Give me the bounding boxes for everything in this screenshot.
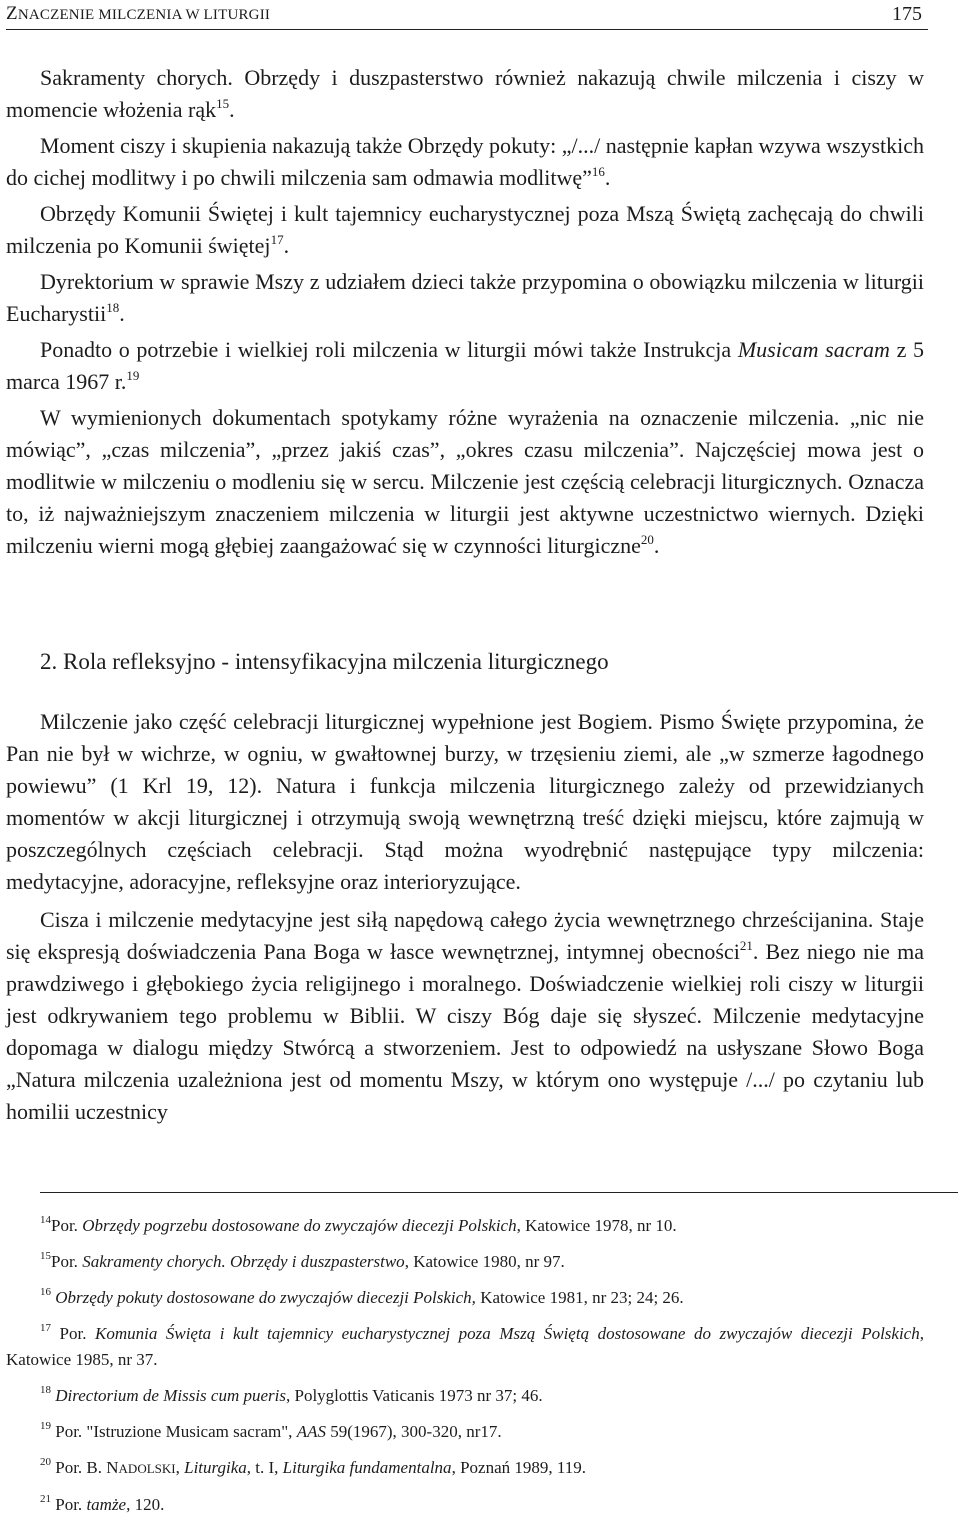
running-title-initial: Z [6, 3, 18, 24]
footnote-number: 14 [40, 1214, 51, 1226]
footnote-18 [6, 1383, 924, 1409]
paragraph-text: Ponadto o potrzebie i wielkiej roli milczenia w liturgii mówi także Instrukcja [40, 337, 738, 362]
running-title-smallcaps: NACZENIE MILCZENIA W LITURGII [17, 7, 271, 23]
paragraph-text: . Bez niego nie ma prawdziwego i głębokiego życia religijnego i moralnego. Doświadczenie wielkiej roli ciszy w liturgii jest odkrywaniem tego problemu w Biblii. W ciszy Bóg daje się słyszeć. Milczenie medytacyjne dopomaga w dialogu między Stwórcą a stworzeniem. Jest to odpowiedź na usłyszane Słowo Boga „Natura milczenia uzależniona jest od momentu Mszy, w którym ono występuje /.../ po czytaniu lub homilii uczestnicy [6, 939, 924, 1124]
footnote-ref[interactable]: 16 [591, 164, 605, 179]
footnote-text: Por. [51, 1252, 83, 1271]
body-text [6, 62, 924, 562]
document-title-italic: Musicam sacram [737, 337, 890, 362]
footnote-number: 17 [40, 1322, 51, 1334]
footnotes [6, 1213, 924, 1528]
footnote-text: Por. B. N [51, 1458, 119, 1477]
footnote-title: Sakramenty chorych. Obrzędy i duszpasterstwo [82, 1252, 405, 1271]
paragraph-types-of-silence: Milczenie jako część celebracji liturgicznej wypełnione jest Bogiem. Pismo Święte przypomina, że Pan nie był w wichrze, w ogniu, w gwałtownej burzy, w trzęsieniu ziemi, ale „w szmerze łagodnego powiewu” (1 Krl 19, 12). Natura i funkcja milczenia liturgicznego zależy od przewidzianych momentów w akcji liturgicznej i otrzymują swoją wewnętrzną treść dzięki miejscu, które zajmują w poszczególnych częściach celebracji. Stąd można wyodrębnić następujące typy milczenia: medytacyjne, adoracyjne, refleksyjne oraz interioryzujące. [6, 709, 924, 894]
author-smallcaps: ADOLSKI [118, 1461, 176, 1476]
paragraph-text: Moment ciszy i skupienia nakazują także Obrzędy pokuty: „/.../ następnie kapłan wzywa wszystkich do cichej modlitwy i po chwili milczenia sam odmawia modlitwę” [6, 133, 925, 190]
footnote-title: Komunia Święta i kult tajemnicy eucharystycznej poza Mszą Świętą dostosowane do zwyczajów diecezji Polskich [94, 1324, 920, 1343]
footnote-number: 16 [40, 1286, 51, 1298]
paragraph-text: . [229, 97, 235, 122]
paragraph-text: Dyrektorium w sprawie Mszy z udziałem dzieci także przypomina o obowiązku milczenia w liturgii Eucharystii [6, 269, 924, 326]
footnote-ref[interactable]: 15 [216, 96, 230, 111]
footnote-ref[interactable]: 17 [270, 232, 284, 247]
footnote-text: , Katowice 1985, nr 37. [6, 1324, 924, 1369]
footnote-text: Por. [51, 1216, 83, 1235]
footnote-separator [40, 1192, 958, 1193]
section-body [6, 706, 924, 1128]
footnote-text: , Katowice 1980, nr 97. [404, 1252, 565, 1271]
footnote-14 [6, 1213, 924, 1239]
paragraph-text: . [604, 165, 611, 190]
footnote-title: Obrzędy pokuty dostosowane do zwyczajów diecezji Polskich, [55, 1288, 476, 1307]
footnote-number: 18 [40, 1384, 51, 1396]
footnote-title: tamże [86, 1495, 127, 1514]
footnote-20 [6, 1455, 924, 1482]
footnote-text: Katowice 1981, nr 23; 24; 26. [475, 1288, 684, 1307]
footnote-title: Liturgika [184, 1458, 247, 1477]
footnote-text: Por. "Istruzione Musicam sacram", [51, 1422, 297, 1441]
footnote-17 [6, 1321, 924, 1373]
paragraph-communion [6, 198, 924, 262]
running-header [6, 2, 928, 30]
paragraph-text: . [283, 233, 290, 258]
section-heading: 2. Rola refleksyjno - intensyfikacyjna milczenia liturgicznego [40, 649, 609, 674]
footnote-ref[interactable]: 21 [739, 938, 753, 953]
footnote-ref[interactable]: 18 [106, 300, 120, 315]
paragraph-text: . [653, 533, 660, 558]
paragraph-text: Cisza i milczenie medytacyjne jest siłą napędową całego życia wewnętrznego chrześcijanina. Staje się ekspresją doświadczenia Pana Boga w łasce wewnętrznej, intymnej obecności [6, 907, 924, 964]
page-number: 175 [892, 3, 922, 25]
paragraph-sacraments [6, 62, 924, 126]
footnote-number: 20 [40, 1456, 51, 1468]
footnote-16 [6, 1285, 924, 1311]
footnote-21 [6, 1492, 924, 1518]
footnote-title: AAS [296, 1422, 326, 1441]
footnote-text: , Katowice 1978, nr 10. [516, 1216, 677, 1235]
footnote-text: , 120. [126, 1495, 165, 1514]
paragraph-text: Sakramenty chorych. Obrzędy i duszpasterstwo również nakazują chwile milczenia i ciszy w momencie włożenia rąk [6, 65, 924, 122]
paragraph-text: W wymienionych dokumentach spotykamy różne wyrażenia na oznaczenie milczenia. „nic nie mówiąc”, „czas milczenia”, „przez jakiś czas”, „okres czasu milczenia”. Najczęściej mowa jest o modlitwie w milczeniu o modleniu się w sercu. Milczenie jest częścią celebracji liturgicznych. Oznacza to, iż najważniejszym znaczeniem milczenia w liturgii jest aktywne uczestnictwo wiernych. Dzięki milczeniu wierni mogą głębiej zaangażować się w czynności liturgiczne [6, 405, 924, 558]
footnote-text: , Polyglottis Vaticanis 1973 nr 37; 46. [286, 1386, 543, 1405]
footnote-number: 19 [40, 1420, 51, 1432]
paragraph-text: z 5 marca 1967 r. [6, 337, 924, 394]
footnote-ref[interactable]: 19 [126, 368, 140, 383]
footnote-15 [6, 1249, 924, 1275]
footnote-text: , t. I, [246, 1458, 283, 1477]
running-title [6, 3, 270, 25]
paragraph-directory [6, 266, 924, 330]
paragraph-text: . [119, 301, 125, 326]
footnote-text: , [175, 1458, 185, 1477]
paragraph-penance [6, 130, 924, 194]
footnote-text: , Poznań 1989, 119. [451, 1458, 586, 1477]
footnote-title: Liturgika fundamentalna [282, 1458, 452, 1477]
paragraph-expressions [6, 402, 924, 562]
paragraph-instruction [6, 334, 924, 398]
paragraph-meditative-silence [6, 904, 924, 1128]
footnote-title: Directorium de Missis cum pueris [55, 1386, 286, 1405]
footnote-title: Obrzędy pogrzebu dostosowane do zwyczajów diecezji Polskich [82, 1216, 517, 1235]
footnote-number: 15 [40, 1250, 51, 1262]
footnote-ref[interactable]: 20 [640, 532, 654, 547]
footnote-19 [6, 1419, 924, 1445]
paragraph-text: Obrzędy Komunii Świętej i kult tajemnicy eucharystycznej poza Mszą Świętą zachęcają do chwili milczenia po Komunii świętej [6, 201, 924, 258]
footnote-text: Por. [51, 1495, 87, 1514]
footnote-number: 21 [40, 1493, 51, 1505]
footnote-text: 59(1967), 300-320, nr17. [325, 1422, 502, 1441]
footnote-text: Por. [51, 1324, 95, 1343]
